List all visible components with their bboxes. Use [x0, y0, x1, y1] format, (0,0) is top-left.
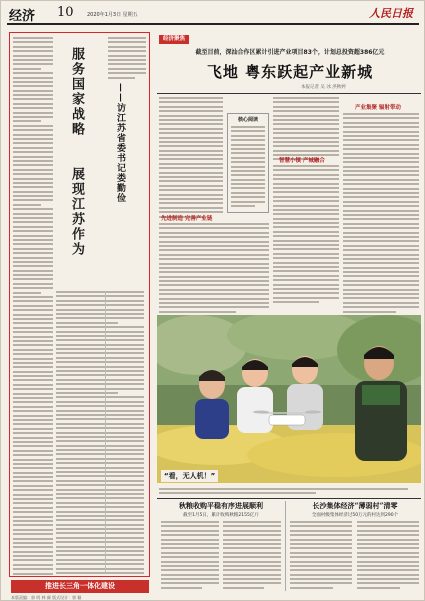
bottom-rule: [157, 498, 421, 499]
article-subtitle: ——访江苏省委书记娄勤俭: [115, 83, 125, 203]
page-footer: 本版责编：郭 明 林 颜 版式设计：郭 颖: [11, 595, 82, 600]
photo-children-drone: [157, 315, 421, 483]
page-number: 10: [57, 5, 74, 20]
article-title-line-1: 服务国家战略: [69, 47, 84, 137]
core-reading-title: 核心阅读: [237, 117, 258, 123]
bottom-article-1-text-b: [223, 521, 281, 591]
topic-banner: 推进长三角一体化建设: [11, 580, 149, 593]
feature-text-column-5: [343, 113, 419, 315]
feature-text-column-2: [159, 223, 269, 315]
headline-kicker: 截至目前，深汕合作区累计引进产业项目83个，计划总投资超386亿元: [195, 49, 385, 56]
feature-text-column-1: [159, 97, 223, 220]
article-text-column-2: [108, 37, 146, 81]
section-name: 经济: [9, 9, 36, 24]
section-badge: 经济聚焦: [159, 35, 189, 44]
left-article-box[interactable]: [9, 32, 150, 577]
bottom-article-2-subhead: 全面村级集体经济过50万元的村达到290个: [311, 513, 399, 518]
feature-photo: [157, 315, 421, 483]
subhead-industry-cluster: 产业集聚 辐射带动: [355, 105, 401, 111]
article-title-line-2: 展现江苏作为: [69, 167, 84, 257]
core-reading-box: [227, 113, 269, 213]
bottom-article-1-headline[interactable]: 秋粮收购平稳有序进展顺利: [179, 501, 263, 510]
page-header: [7, 5, 419, 25]
column-divider: [105, 291, 106, 573]
bottom-article-2-text-a: [290, 521, 352, 591]
feature-text-column-3: [273, 97, 339, 163]
subhead-smart-town: 智慧小镇 产城融合: [279, 158, 325, 164]
bottom-article-2-headline[interactable]: 长沙集体经济“薄弱村”清零: [312, 501, 398, 510]
bottom-article-2-text-b: [357, 521, 419, 591]
subhead-advanced-manufacturing: 先进制造 完善产业链: [161, 216, 213, 222]
bottom-article-1-subhead: 截至1月5日，累计收购秋粮2155亿斤: [183, 513, 259, 518]
issue-date: 2020年1月3日 星期五: [87, 12, 138, 18]
headline-rule: [157, 93, 421, 94]
masthead-logo: 人民日报: [369, 7, 413, 20]
main-headline[interactable]: 飞地 粤东跃起产业新城: [206, 63, 374, 81]
byline: 本报记者 吴 冰 洪秋婷: [301, 85, 346, 90]
bottom-divider: [285, 501, 286, 591]
photo-caption-tag: “看，无人机！”: [161, 470, 218, 482]
photo-caption: [159, 488, 421, 496]
article-text-column-3: [56, 291, 144, 577]
article-text-column-1: [13, 37, 53, 577]
bottom-article-1-text-a: [161, 521, 219, 591]
feature-text-column-4: [273, 165, 339, 306]
